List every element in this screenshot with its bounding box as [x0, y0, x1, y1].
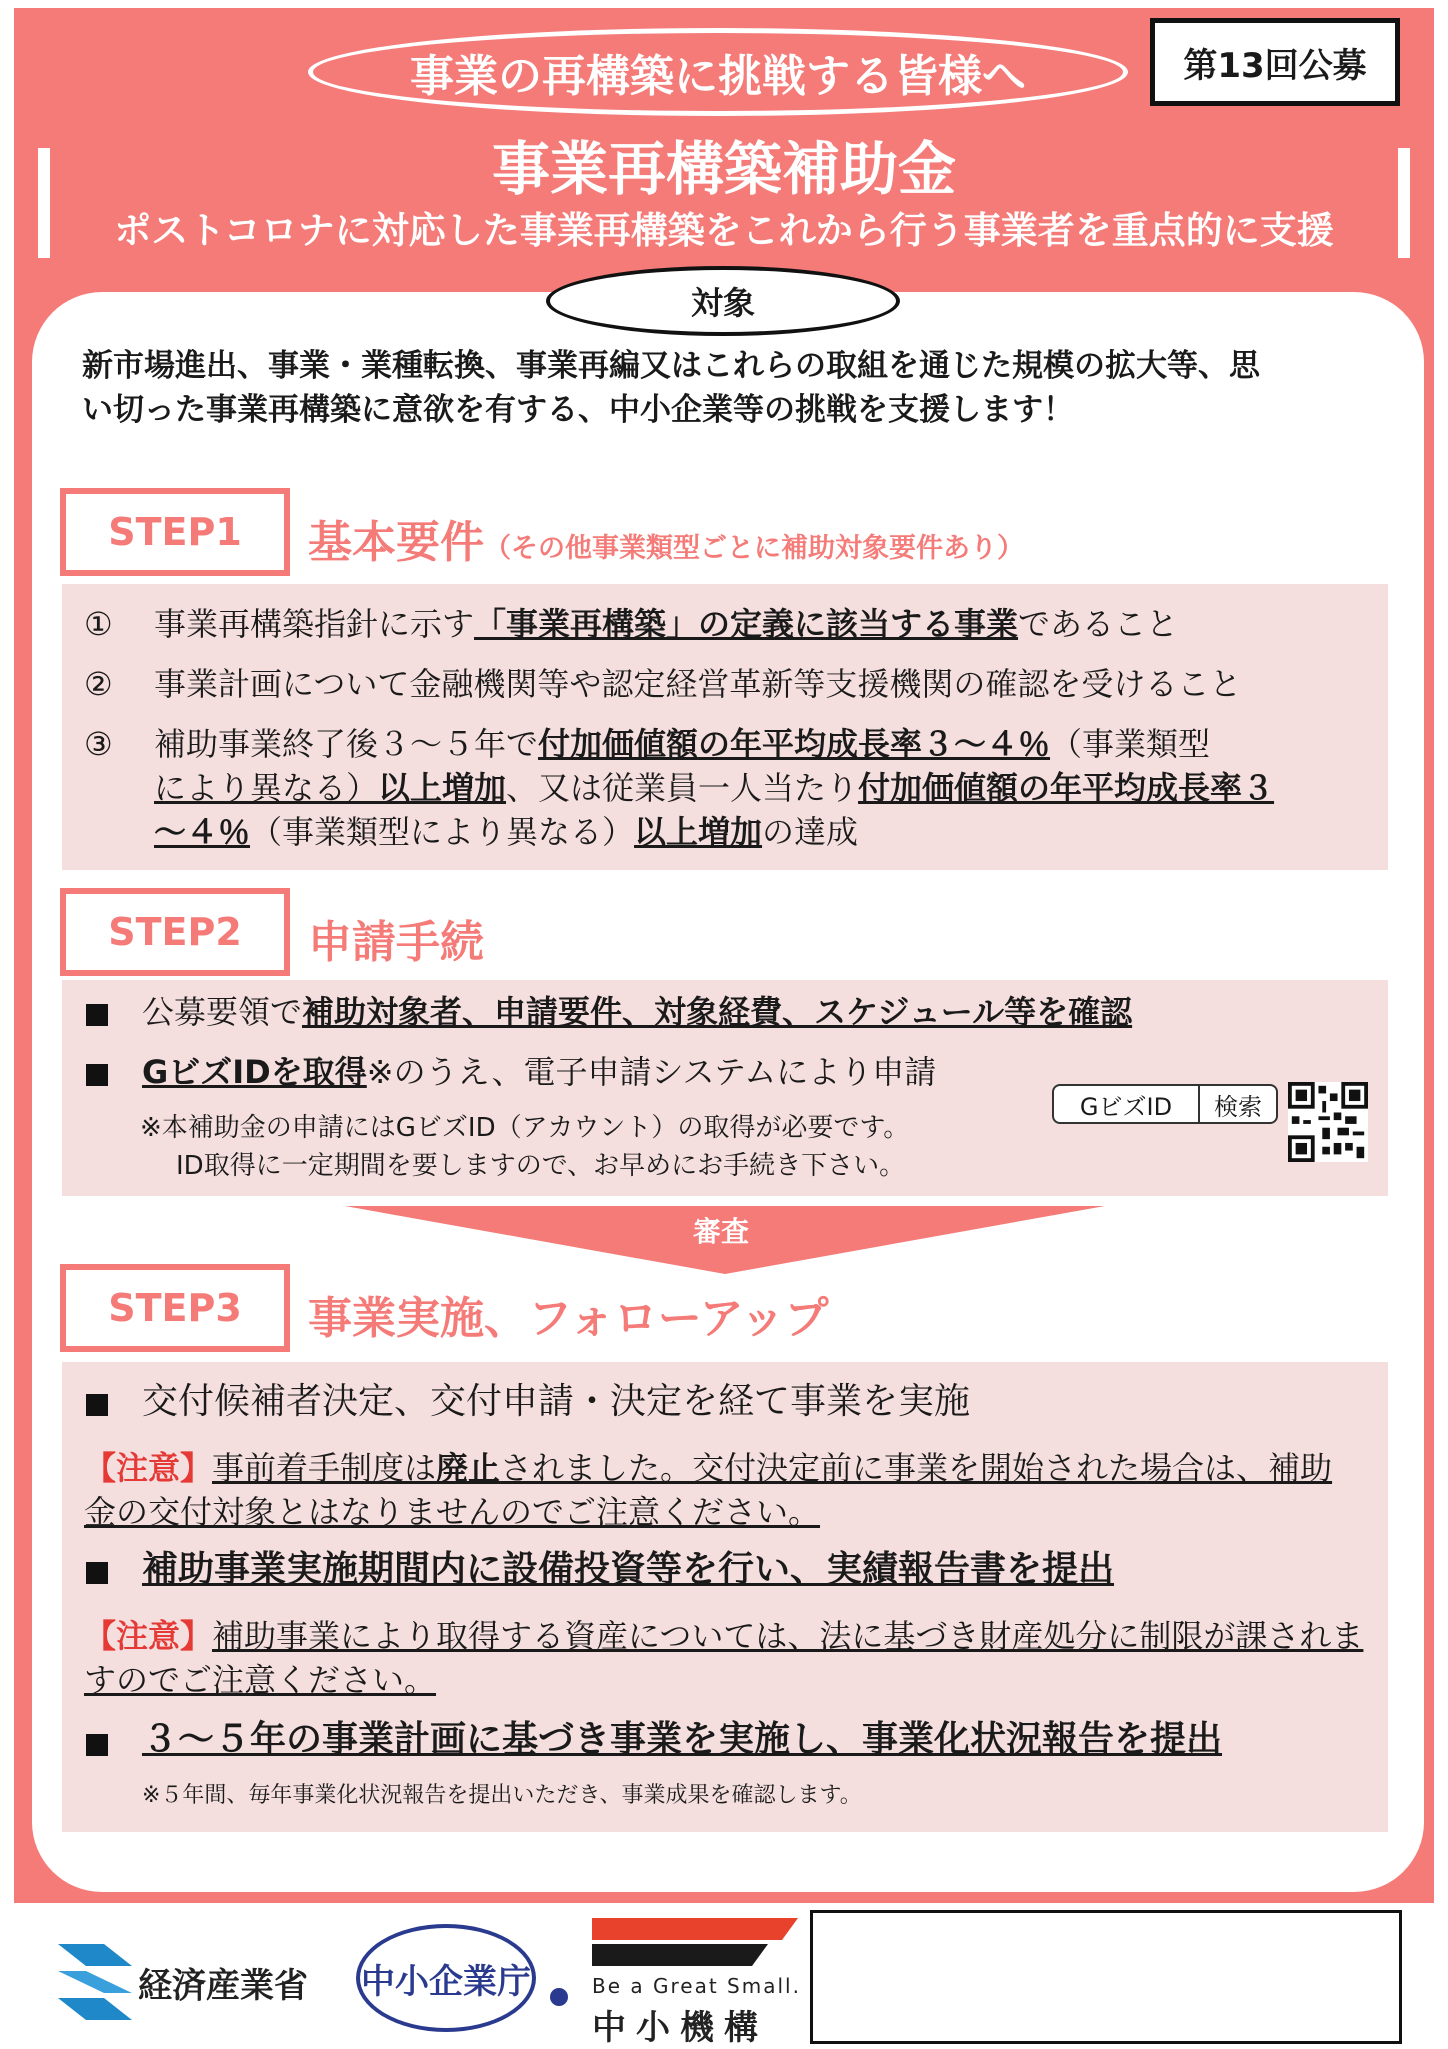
- round-badge: 第13回公募: [1150, 18, 1400, 106]
- step1-item3-number: ③: [84, 725, 113, 763]
- step1-item2-number: ②: [84, 665, 113, 703]
- gbizid-search-input[interactable]: GビズID: [1052, 1084, 1200, 1124]
- step1-item2: 事業計画について金融機関等や認定経営革新等支援機関の確認を受けること: [154, 665, 1242, 703]
- step3-item2: 補助事業実施期間内に設備投資等を行い、実績報告書を提出: [142, 1549, 1115, 1590]
- caution1-a: 事前着手制度は: [212, 1449, 437, 1487]
- caution1-c: されました。交付決定前に事業を開始された場合は、補助: [500, 1449, 1333, 1487]
- step2-item2-b: ※のうえ、電子申請システムにより申請: [366, 1053, 937, 1091]
- review-label: 審査: [646, 1208, 796, 1252]
- step2-note-1: ※本補助金の申請にはGビズID（アカウント）の取得が必要です。: [140, 1113, 910, 1143]
- step3-badge: STEP3: [60, 1264, 290, 1352]
- gbizid-search-button[interactable]: 検索: [1200, 1084, 1278, 1124]
- step1-item1-c: であること: [1018, 605, 1179, 643]
- bullet-square-icon: [86, 1394, 108, 1416]
- qr-code-icon[interactable]: [1288, 1082, 1368, 1162]
- step2-badge: STEP2: [60, 888, 290, 976]
- step3-item1: 交付候補者決定、交付申請・決定を経て事業を実施: [142, 1381, 971, 1422]
- step1-item3-l3a: ～４％: [154, 813, 251, 851]
- step1-item3-l1b: 付加価値額の年平均成長率３～４％: [538, 725, 1051, 763]
- bullet-square-icon: [86, 1004, 108, 1026]
- step1-item3-l2a: により異なる）: [154, 769, 379, 807]
- step1-item3-line2: [154, 766, 1274, 810]
- page-title: 事業再構築補助金: [491, 135, 956, 203]
- step1-item3-l2c: 、又は従業員一人当たり: [506, 769, 859, 807]
- caution2-b: すのでご注意ください。: [84, 1661, 437, 1699]
- smrj-logo-icon: [592, 1918, 798, 1968]
- step2-item1-a: 公募要領で: [142, 993, 303, 1031]
- step2-item2-a: GビズIDを取得: [142, 1053, 367, 1091]
- step1-item3-l2b: 以上増加: [378, 769, 507, 807]
- step1-item3-l2d: 付加価値額の年平均成長率３: [858, 769, 1275, 807]
- caution-tag: 【注意】: [84, 1449, 213, 1487]
- sme-agency-logo: 中小企業庁: [356, 1924, 536, 2032]
- step3-caution1-line1: [84, 1446, 1332, 1490]
- meti-logo-icon: [58, 1944, 132, 2020]
- sme-agency-dot-icon: [550, 1988, 568, 2006]
- caution1-d: 金の交付対象とはなりませんのでご注意ください。: [84, 1493, 821, 1531]
- step1-item3-l1c: （事業類型: [1050, 725, 1211, 763]
- caution2-a: 補助事業により取得する資産については、法に基づき財産処分に制限が課されま: [212, 1617, 1364, 1655]
- step2-note-2: ID取得に一定期間を要しますので、お早めにお手続き下さい。: [176, 1151, 906, 1181]
- step2-item2: [142, 1050, 936, 1094]
- step3-caution2-line2: [84, 1658, 436, 1702]
- step1-title-text: 基本要件: [308, 517, 484, 568]
- page-subtitle: ポストコロナに対応した事業再構築をこれから行う事業者を重点的に支援: [114, 209, 1334, 252]
- step1-item1-a: 事業再構築指針に示す: [154, 605, 475, 643]
- meti-name: 経済産業省: [138, 1966, 308, 2006]
- step1-item3-line3: [154, 810, 858, 854]
- step1-item3-l1a: 補助事業終了後３～５年で: [154, 725, 539, 763]
- step3-caution2-line1: [84, 1614, 1363, 1658]
- step1-item3-l3b: （事業類型により異なる）: [250, 813, 635, 851]
- step1-item3-l3d: の達成: [762, 813, 859, 851]
- bullet-square-icon: [86, 1064, 108, 1086]
- step1-title: [308, 506, 1024, 570]
- step3-note: ※５年間、毎年事業化状況報告を提出いただき、事業成果を確認します。: [142, 1783, 862, 1808]
- smrj-tagline: Be a Great Small.: [592, 1974, 801, 1998]
- step3-caution1-line2: [84, 1490, 820, 1534]
- contact-box: [810, 1910, 1402, 2044]
- caution1-b: 廃止: [436, 1449, 501, 1487]
- step1-item1: [154, 602, 1178, 646]
- step1-item1-number: ①: [84, 605, 113, 643]
- step1-item3-line1: [154, 722, 1210, 766]
- step3-title: 事業実施、フォローアップ: [308, 1293, 829, 1344]
- step3-item3: ３～５年の事業計画に基づき事業を実施し、事業化状況報告を提出: [142, 1719, 1223, 1760]
- bullet-square-icon: [86, 1734, 108, 1756]
- header-pill: 事業の再構築に挑戦する皆様へ: [308, 28, 1128, 116]
- step1-item1-b: 「事業再構築」の定義に該当する事業: [474, 605, 1019, 643]
- step2-item1-b: 補助対象者、申請要件、対象経費、スケジュール等を確認: [302, 993, 1133, 1031]
- intro-line-2: い切った事業再構築に意欲を有する、中小企業等の挑戦を支援します！: [82, 392, 1074, 428]
- intro-line-1: 新市場進出、事業・業種転換、事業再編又はこれらの取組を通じた規模の拡大等、思: [82, 348, 1260, 384]
- step1-item3-l3c: 以上増加: [634, 813, 763, 851]
- caution-tag: 【注意】: [84, 1617, 213, 1655]
- step1-badge: STEP1: [60, 488, 290, 576]
- step2-title: 申請手続: [308, 917, 484, 968]
- smrj-name: 中小機構: [592, 2008, 768, 2048]
- bullet-square-icon: [86, 1562, 108, 1584]
- target-label: 対象: [546, 266, 900, 336]
- step2-item1: [142, 990, 1132, 1034]
- target-intro: [82, 344, 1382, 432]
- step1-note: （その他事業類型ごとに補助対象要件あり）: [484, 533, 1024, 564]
